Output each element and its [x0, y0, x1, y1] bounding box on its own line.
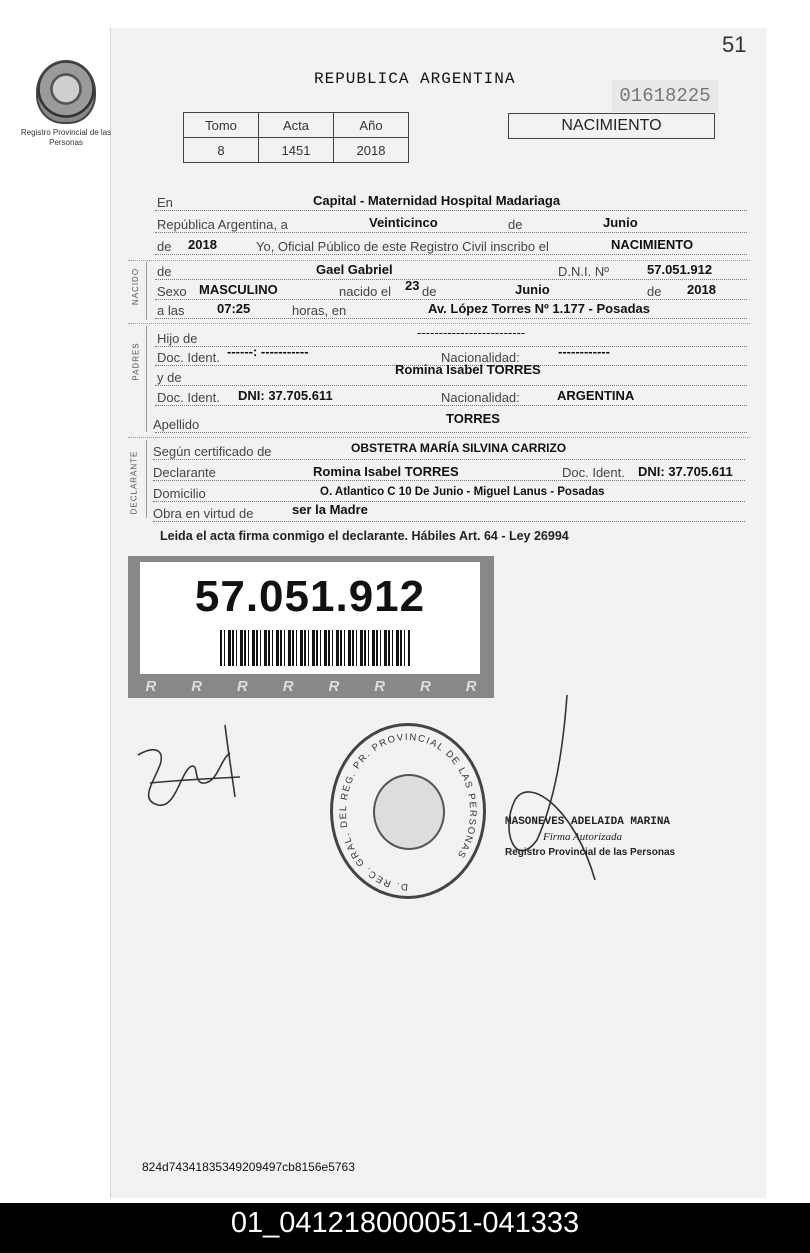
field-value: NACIMIENTO — [611, 237, 694, 252]
dni-number: 57.051.912 — [194, 572, 426, 621]
field-declarante — [153, 462, 745, 481]
field-value: Av. López Torres Nº 1.177 - Posadas — [428, 301, 650, 316]
field-doc-madre — [155, 387, 747, 406]
field-value: Capital - Maternidad Hospital Madariaga — [313, 193, 561, 208]
section-bar — [146, 326, 147, 432]
field-label: Doc. Ident. — [157, 390, 220, 405]
signer-name: MASONEVES ADELAIDA MARINA — [505, 816, 671, 828]
field-label: Obra en virtud de — [153, 506, 254, 521]
field-label: a las — [157, 303, 185, 318]
section-bar — [146, 440, 147, 518]
field-value: ------------------------- — [417, 325, 526, 340]
table-cell: 1451 — [259, 138, 334, 163]
logo-caption: Registro Provincial de las Personas — [20, 128, 112, 147]
field-label: de — [422, 284, 437, 299]
field-value: ARGENTINA — [557, 388, 635, 403]
field-value: MASCULINO — [199, 282, 278, 297]
field-label: Yo, Oficial Público de este Registro Civil inscribo el — [256, 239, 549, 254]
pattern-row — [128, 674, 494, 698]
table-header: Tomo — [184, 113, 259, 138]
field-label: y de — [157, 370, 182, 385]
field-value: 23 — [405, 278, 420, 293]
stamp-ring-lettering: D. REC. GRAL. DEL REG. PR. PROVINCIAL DE LAS PERSONAS — [337, 731, 479, 893]
serial-number: 01618225 — [612, 80, 718, 112]
field-label: de — [508, 217, 523, 232]
document-hash: 824d74341835349209497cb8156e5763 — [142, 1160, 355, 1174]
field-sexo — [155, 278, 747, 300]
field-label: de — [647, 284, 662, 299]
field-apellido — [153, 411, 747, 433]
field-label: Según certificado de — [153, 444, 272, 459]
field-value: O. Atlantico C 10 De Junio - Miguel Lanus - Posadas — [320, 486, 605, 498]
pattern-letter: R — [328, 677, 340, 695]
field-value: ------: ----------- — [227, 344, 309, 359]
scan-id-footer: 01_041218000051-041333 — [0, 1203, 810, 1253]
field-value: ------------ — [558, 344, 610, 359]
field-value: 57.051.912 — [647, 262, 713, 277]
field-certificado — [153, 441, 745, 460]
field-label: Declarante — [153, 465, 216, 480]
table-cell: 8 — [184, 138, 259, 163]
pattern-letter: R — [145, 677, 157, 695]
section-label-nacido: NACIDO — [131, 267, 141, 306]
document-title: REPUBLICA ARGENTINA — [314, 70, 516, 88]
field-label: Domicilio — [153, 486, 206, 501]
field-value: 2018 — [687, 282, 716, 297]
table-cell: 2018 — [334, 138, 409, 163]
field-label: Sexo — [157, 284, 187, 299]
section-bar — [146, 262, 147, 320]
field-value: DNI: 37.705.611 — [238, 388, 333, 403]
field-value: Romina Isabel TORRES — [313, 464, 459, 479]
dni-label-card — [128, 556, 494, 698]
field-value: 07:25 — [217, 301, 251, 316]
field-obra — [153, 503, 745, 522]
barcode-icon — [220, 630, 410, 666]
table-header: Acta — [259, 113, 334, 138]
field-value: ser la Madre — [292, 502, 368, 517]
pattern-letter: R — [236, 677, 248, 695]
field-value: Romina Isabel TORRES — [395, 362, 541, 377]
field-label: nacido el — [339, 284, 392, 299]
closing-statement: Leida el acta firma conmigo el declarante. Hábiles Art. 64 - Ley 26994 — [160, 529, 569, 543]
field-value: DNI: 37.705.611 — [638, 464, 733, 479]
field-label: de — [157, 264, 172, 279]
field-label: En — [157, 195, 173, 210]
official-stamp — [330, 723, 486, 899]
table-header: Año — [334, 113, 409, 138]
section-label-declarante: DECLARANTE — [129, 450, 139, 515]
act-type-box: NACIMIENTO — [508, 113, 715, 139]
field-value: Veinticinco — [369, 215, 438, 230]
section-divider — [128, 323, 750, 324]
field-label: Doc. Ident. — [562, 465, 625, 480]
field-en — [155, 192, 747, 211]
dni-label-inner — [140, 562, 480, 674]
pattern-letter: R — [374, 677, 386, 695]
section-divider — [128, 437, 750, 438]
signer-registry: Registro Provincial de las Personas — [505, 847, 676, 858]
field-domicilio — [153, 483, 745, 502]
field-label: de — [157, 239, 172, 254]
field-label: Doc. Ident. — [157, 350, 220, 365]
field-value: Junio — [603, 215, 638, 230]
field-de-name — [155, 261, 747, 280]
field-republica — [155, 214, 747, 233]
field-value: OBSTETRA MARÍA SILVINA CARRIZO — [351, 441, 567, 455]
pattern-letter: R — [465, 677, 477, 695]
pattern-letter: R — [419, 677, 431, 695]
field-value: 2018 — [188, 237, 217, 252]
signer-subtitle: Firma Autorizada — [543, 831, 622, 843]
field-label: Nacionalidad: — [441, 350, 520, 365]
section-label-padres: PADRES — [131, 342, 141, 381]
declarant-signature-icon — [130, 705, 250, 815]
province-seal-icon — [36, 60, 96, 124]
authorized-signature-block — [505, 815, 675, 860]
officer-signature-icon — [495, 690, 605, 890]
page-number: 51 — [722, 32, 747, 57]
field-value: Gael Gabriel — [316, 262, 393, 277]
field-value: Junio — [515, 282, 550, 297]
tomo-acta-table — [183, 112, 409, 163]
field-label: horas, en — [292, 303, 347, 318]
shield-icon — [373, 774, 445, 850]
pattern-letter: R — [191, 677, 203, 695]
field-hora — [155, 300, 747, 319]
field-de-year — [155, 236, 747, 255]
registry-logo — [18, 60, 114, 148]
field-label: Nacionalidad: — [441, 390, 520, 405]
field-label: Hijo de — [157, 331, 198, 346]
field-label: D.N.I. Nº — [558, 264, 609, 279]
field-label: Apellido — [153, 417, 200, 432]
field-y-de — [155, 362, 747, 386]
pattern-letter: R — [282, 677, 294, 695]
field-value: TORRES — [446, 411, 500, 426]
field-label: República Argentina, a — [157, 217, 288, 232]
